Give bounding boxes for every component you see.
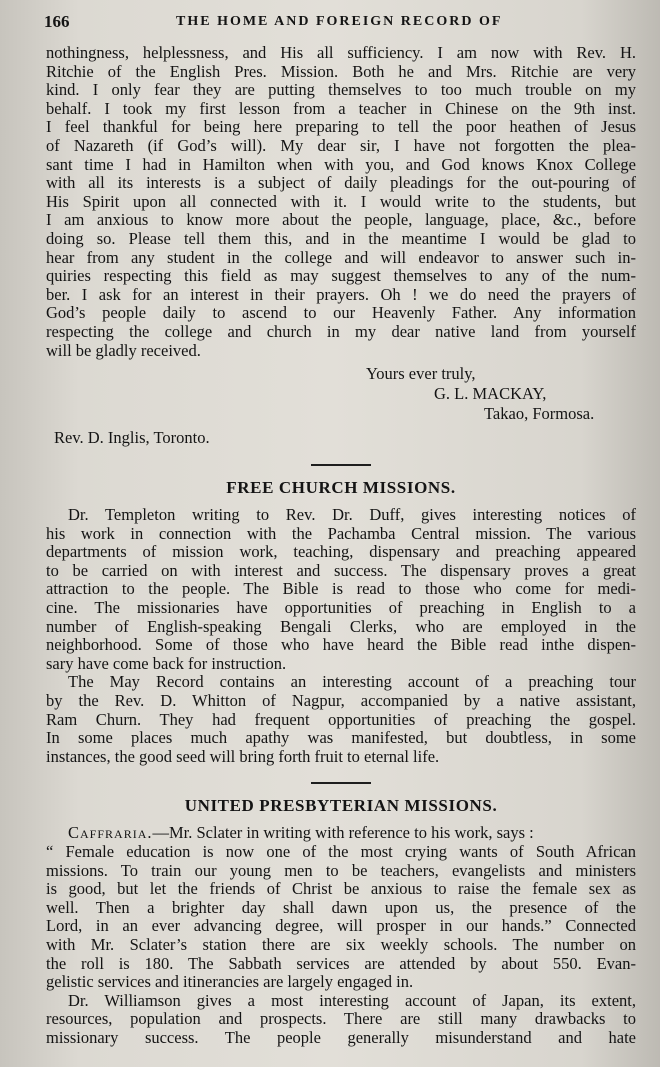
united-presbyterian-section — [46, 824, 636, 1047]
paragraph-line: missions. To train our young men to be teachers, evangelists and ministers — [46, 860, 636, 880]
paragraph-line: instances, the good seed will bring forth fruit to eternal life. — [46, 746, 440, 766]
letter-line: ber. I ask for an interest in their prayers. Oh ! we do need the prayers of — [46, 284, 636, 304]
section-divider — [311, 464, 371, 466]
paragraph-line: is good, but let the friends of Christ be anxious to raise the female sex as — [46, 879, 636, 899]
paragraph-line: the roll is 180. The Sabbath services are attended by about 550. Evan- — [46, 953, 636, 973]
letter-line: God’s people daily to ascend to our Heavenly Father. Any information — [46, 303, 636, 323]
paragraph-line: resources, population and prospects. There are still many drawbacks to — [46, 1009, 636, 1029]
paragraph-line: by the Rev. D. Whitton of Nagpur, accompanied by a native assistant, — [46, 691, 636, 711]
paragraph-line: well. Then a brighter day shall dawn upon us, the presence of the — [46, 897, 636, 917]
letter-line: quiries respecting this field as may suggest themselves to any of the num- — [46, 266, 636, 286]
paragraph-line: Dr. Williamson gives a most interesting account of Japan, its extent, — [68, 990, 636, 1010]
section-divider — [311, 782, 371, 784]
mackay-letter — [46, 44, 636, 448]
letter-line: His Spirit upon all connected with it. I would write to the students, but — [46, 191, 636, 211]
letter-line: doing so. Please tell them this, and in the meantime I would be glad to — [46, 228, 636, 248]
letter-line: kind. I only fear they are putting themselves to too much trouble on my — [46, 80, 636, 100]
paragraph-line: The May Record contains an interesting account of a preaching tour — [68, 672, 636, 692]
caffraria-lead: Caffraria. — [68, 823, 153, 843]
paragraph-line: sary have come back for instruction. — [46, 653, 287, 673]
letter-line: with all its interests is a subject of daily pleadings for the out-pouring of — [46, 173, 636, 193]
letter-line: I am anxious to know more about the people, language, place, &c., before — [46, 210, 636, 230]
paragraph-line: In some places much apathy was manifested, but doubtless, in some — [46, 728, 636, 748]
letter-line: of Nazareth (if God’s will). My dear sir, I have not forgotten the plea- — [46, 135, 636, 155]
paragraph-line: departments of mission work, teaching, dispensary and preaching appeared — [46, 542, 636, 562]
letter-addressee: Rev. D. Inglis, Toronto. — [54, 428, 210, 448]
running-title: THE HOME AND FOREIGN RECORD OF — [176, 14, 503, 29]
paragraph-line: Dr. Templeton writing to Rev. Dr. Duff, gives interesting notices of — [68, 505, 636, 525]
caffraria-first-line: —Mr. Sclater in writing with reference to his work, says : — [152, 823, 534, 843]
page-header — [44, 12, 640, 38]
paragraph-line — [46, 824, 636, 843]
letter-signature: G. L. MACKAY, — [434, 384, 547, 404]
paragraph-line: Lord, in an ever advancing degree, will prosper in our hands.” Connected — [46, 916, 636, 936]
letter-line: will be gladly received. — [46, 340, 201, 360]
letter-line: respecting the college and church in my dear native land from yourself — [46, 321, 636, 341]
paragraph-line: gelistic services and itinerancies are largely engaged in. — [46, 972, 414, 992]
page-number: 166 — [44, 12, 70, 31]
free-church-heading: FREE CHURCH MISSIONS. — [226, 478, 456, 498]
page-body — [46, 44, 636, 1048]
paragraph-line: “ Female education is now one of the most crying wants of South African — [46, 842, 636, 861]
paragraph-line: neighborhood. Some of those who have heard the Bible read inthe dispen- — [46, 635, 636, 655]
letter-closing: Yours ever truly, — [366, 364, 476, 384]
letter-line: hear from any student in the college and will endeavor to answer such in- — [46, 247, 636, 267]
paragraph-line: with Mr. Sclater’s station there are six weekly schools. The number on — [46, 934, 636, 954]
paragraph-line: to be carried on with interest and success. The dispensary proves a great — [46, 560, 636, 580]
paragraph-line: his work in connection with the Pachamba Central mission. The various — [46, 523, 636, 543]
letter-line: behalf. I took my first lesson from a teacher in Chinese on the 9th inst. — [46, 98, 636, 118]
paragraph-line: number of English-speaking Bengali Clerks, who are employed in the — [46, 616, 636, 636]
letter-line: nothingness, helplessness, and His all sufficiency. I am now with Rev. H. — [46, 43, 636, 62]
free-church-section — [46, 506, 636, 766]
paragraph-line: attraction to the people. The Bible is read to those who come for medi- — [46, 579, 636, 599]
paragraph-line: Ram Churn. They had frequent opportunities of preaching the gospel. — [46, 709, 636, 729]
letter-line: I feel thankful for being here preparing to tell the poor heathen of Jesus — [46, 117, 636, 137]
letter-line: sant time I had in Hamilton when with you, and God knows Knox College — [46, 154, 636, 174]
paragraph-line: cine. The missionaries have opportunities of preaching in English to a — [46, 598, 636, 618]
letter-location: Takao, Formosa. — [484, 404, 595, 424]
united-presbyterian-heading: UNITED PRESBYTERIAN MISSIONS. — [184, 796, 498, 816]
letter-line: Ritchie of the English Pres. Mission. Both he and Mrs. Ritchie are very — [46, 61, 636, 81]
paragraph-line: missionary success. The people generally misunderstand and hate — [46, 1027, 636, 1047]
